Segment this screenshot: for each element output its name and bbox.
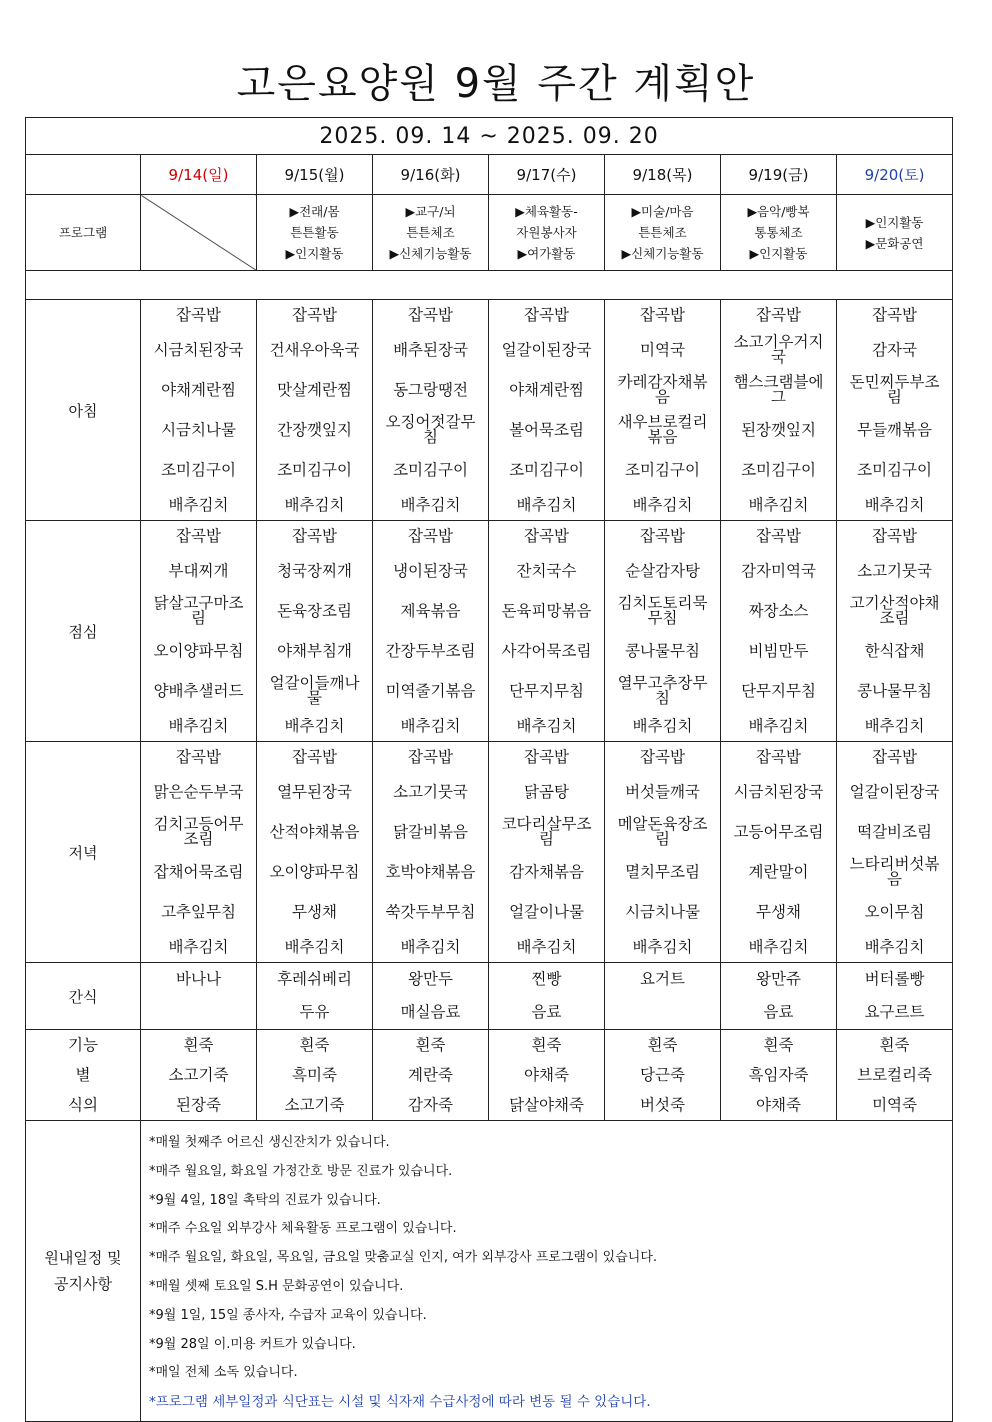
list-item: 소고기우거지국 xyxy=(733,333,824,366)
diet-list xyxy=(257,1030,372,1120)
list-item: 단무지무침 xyxy=(509,681,584,700)
menu-list xyxy=(489,521,604,741)
list-item: 찐빵 xyxy=(531,970,562,988)
program-line: ▶전래/몸 xyxy=(289,204,340,219)
list-item: 카레감자채볶음 xyxy=(617,373,708,406)
label-line: 별 xyxy=(75,1065,91,1084)
dinner-row xyxy=(26,742,953,963)
snack-list xyxy=(837,963,952,1029)
list-item: 당근죽 xyxy=(640,1065,685,1084)
list-item: 조미김구이 xyxy=(161,460,236,479)
list-item: 코다리살무조림 xyxy=(501,815,592,848)
list-item: 계란죽 xyxy=(408,1065,453,1084)
list-item: 잡곡밥 xyxy=(756,305,801,324)
menu-cell xyxy=(837,300,953,521)
diet-cell xyxy=(373,1030,489,1121)
notice-item-highlight: *프로그램 세부일정과 식단표는 시설 및 식자재 수급사정에 따라 변동 될 수 있습니다. xyxy=(149,1394,651,1411)
list-item: 잡곡밥 xyxy=(176,747,221,766)
program-line: ▶신체기능활동 xyxy=(621,246,704,261)
list-item: 배추김치 xyxy=(284,716,345,735)
list-item: 조미김구이 xyxy=(625,460,700,479)
list-item xyxy=(613,996,713,1029)
notice-item: *매주 월요일, 화요일, 목요일, 금요일 맞춤교실 인지, 여가 외부강사 프로그램이 있습니다. xyxy=(149,1250,658,1266)
list-item: 햄스크램블에그 xyxy=(733,373,824,406)
diet-list xyxy=(837,1030,952,1120)
program-line: ▶음악/빵복 xyxy=(747,204,810,219)
snack-list xyxy=(141,963,256,1029)
list-item: 김치도토리묵무침 xyxy=(617,594,708,627)
row-label-functional xyxy=(26,1030,141,1121)
menu-list xyxy=(257,521,372,741)
page-title: 고은요양원 9월 주간 계획안 xyxy=(236,61,756,107)
notice-item: *매주 월요일, 화요일 가정간호 방문 진료가 있습니다. xyxy=(149,1163,453,1179)
snack-list xyxy=(373,963,488,1029)
list-item: 볼어묵조림 xyxy=(509,420,584,439)
menu-cell xyxy=(605,521,721,742)
list-item: 야채죽 xyxy=(756,1095,801,1114)
list-item: 된장죽 xyxy=(176,1095,221,1114)
list-item: 조미김구이 xyxy=(509,460,584,479)
program-line: ▶신체기능활동 xyxy=(389,246,472,261)
menu-list xyxy=(373,521,488,741)
label-line: 식의 xyxy=(68,1095,98,1114)
list-item: 감자국 xyxy=(872,340,917,359)
list-item: 잡곡밥 xyxy=(756,747,801,766)
program-line: 튼튼체조 xyxy=(406,225,455,240)
list-item: 배추김치 xyxy=(864,716,925,735)
list-item: 흰죽 xyxy=(531,1035,562,1054)
list-item: 흰죽 xyxy=(763,1035,794,1054)
diet-list xyxy=(605,1030,720,1120)
menu-cell xyxy=(837,521,953,742)
list-item: 동그랑땡전 xyxy=(393,380,468,399)
snack-list xyxy=(721,963,836,1029)
list-item: 얼갈이나물 xyxy=(509,902,584,921)
row-label-dinner: 저녁 xyxy=(26,742,141,963)
program-line: 통통체조 xyxy=(754,225,803,240)
list-item: 배추김치 xyxy=(864,937,925,956)
menu-cell xyxy=(489,521,605,742)
notice-list xyxy=(141,1121,953,1422)
list-item: 콩나물무침 xyxy=(625,641,700,660)
list-item: 소고기죽 xyxy=(168,1065,229,1084)
list-item: 배추김치 xyxy=(400,495,461,514)
list-item: 잡채어묵조림 xyxy=(153,862,244,881)
list-item: 양배추샐러드 xyxy=(153,681,244,700)
menu-list xyxy=(837,742,952,962)
list-item: 미역국 xyxy=(640,340,685,359)
list-item: 잡곡밥 xyxy=(872,305,917,324)
snack-cell xyxy=(721,963,837,1030)
snack-cell xyxy=(373,963,489,1030)
diet-cell xyxy=(605,1030,721,1121)
diet-cell xyxy=(257,1030,373,1121)
list-item: 닭곰탕 xyxy=(524,782,569,801)
notice-item: *9월 28일 이.미용 커트가 있습니다. xyxy=(149,1336,356,1352)
list-item: 열무된장국 xyxy=(277,782,352,801)
list-item: 닭갈비볶음 xyxy=(393,822,468,841)
list-item: 매실음료 xyxy=(400,1003,461,1021)
list-item: 음료 xyxy=(531,1003,562,1021)
list-item: 흑미죽 xyxy=(292,1065,337,1084)
list-item: 부대찌개 xyxy=(168,561,229,580)
menu-cell xyxy=(141,742,257,963)
list-item: 냉이된장국 xyxy=(393,561,468,580)
program-line: ▶문화공연 xyxy=(865,235,924,251)
menu-list xyxy=(141,521,256,741)
day-header: 9/15(월) xyxy=(257,155,373,195)
list-item: 잡곡밥 xyxy=(176,526,221,545)
snack-cell xyxy=(837,963,953,1030)
list-item: 무들깨볶음 xyxy=(857,420,932,439)
list-item: 야채계란찜 xyxy=(161,380,236,399)
menu-list xyxy=(605,300,720,520)
row-label-notice xyxy=(26,1121,141,1422)
list-item: 야채죽 xyxy=(524,1065,569,1084)
snack-cell xyxy=(605,963,721,1030)
list-item: 얼갈이된장국 xyxy=(501,340,592,359)
list-item: 소고기뭇국 xyxy=(857,561,932,580)
list-item: 배추김치 xyxy=(632,937,693,956)
weekly-plan-table xyxy=(25,117,953,1422)
list-item: 배추김치 xyxy=(516,937,577,956)
program-line: ▶인지활동 xyxy=(285,246,344,261)
list-item: 계란말이 xyxy=(748,862,809,881)
list-item: 소고기죽 xyxy=(284,1095,345,1114)
spacer-cell xyxy=(26,271,953,300)
list-item: 브로컬리죽 xyxy=(857,1065,932,1084)
menu-cell xyxy=(721,742,837,963)
program-cell xyxy=(721,195,837,271)
menu-list xyxy=(605,521,720,741)
list-item: 요거트 xyxy=(640,970,685,988)
menu-cell xyxy=(373,300,489,521)
menu-list xyxy=(373,742,488,962)
list-item: 야채계란찜 xyxy=(509,380,584,399)
list-item: 배추김치 xyxy=(748,716,809,735)
menu-cell xyxy=(605,300,721,521)
snack-list xyxy=(489,963,604,1029)
list-item: 맛살계란찜 xyxy=(277,380,352,399)
menu-cell xyxy=(257,521,373,742)
menu-cell xyxy=(373,521,489,742)
list-item: 조미김구이 xyxy=(393,460,468,479)
snack-cell xyxy=(257,963,373,1030)
notice-item: *매월 첫째주 어르신 생신잔치가 있습니다. xyxy=(149,1135,390,1150)
functional-diet-row xyxy=(26,1030,953,1121)
list-item: 요구르트 xyxy=(864,1003,925,1021)
list-item: 배추김치 xyxy=(864,495,925,514)
list-item: 흑임자죽 xyxy=(748,1065,809,1084)
list-item: 왕만두 xyxy=(408,970,453,988)
program-cell xyxy=(257,195,373,271)
list-item: 잡곡밥 xyxy=(408,526,453,545)
list-item: 돈육장조림 xyxy=(277,601,352,620)
list-item: 무생채 xyxy=(292,902,337,921)
list-item: 후레쉬베리 xyxy=(277,970,352,988)
menu-list xyxy=(721,521,836,741)
list-item: 열무고추장무침 xyxy=(617,674,708,707)
list-item: 시금치된장국 xyxy=(153,340,244,359)
menu-cell xyxy=(605,742,721,963)
menu-list xyxy=(141,300,256,520)
list-item: 흰죽 xyxy=(879,1035,910,1054)
list-item: 배추김치 xyxy=(168,716,229,735)
day-header: 9/18(목) xyxy=(605,155,721,195)
notice-row xyxy=(26,1121,953,1422)
list-item: 배추김치 xyxy=(748,495,809,514)
menu-list xyxy=(489,300,604,520)
list-item: 잡곡밥 xyxy=(524,747,569,766)
menu-cell xyxy=(257,742,373,963)
program-line: ▶미술/마음 xyxy=(631,204,694,219)
spacer-row xyxy=(26,271,953,300)
row-label-snack: 간식 xyxy=(26,963,141,1030)
list-item: 새우브로컬리볶음 xyxy=(617,413,708,446)
menu-cell xyxy=(721,521,837,742)
program-cell xyxy=(373,195,489,271)
list-item: 배추된장국 xyxy=(393,340,468,359)
list-item: 단무지무침 xyxy=(741,681,816,700)
program-cell-empty xyxy=(141,195,257,271)
notice-item: *9월 4일, 18일 촉탁의 진료가 있습니다. xyxy=(149,1192,381,1208)
list-item: 야채부침개 xyxy=(277,641,352,660)
menu-cell xyxy=(489,742,605,963)
diet-list xyxy=(141,1030,256,1120)
day-header: 9/14(일) xyxy=(141,155,257,195)
list-item: 무생채 xyxy=(756,902,801,921)
list-item: 버터롤빵 xyxy=(864,970,925,988)
program-line: ▶교구/뇌 xyxy=(405,204,456,219)
day-header: 9/17(수) xyxy=(489,155,605,195)
list-item: 시금치나물 xyxy=(161,420,236,439)
list-item: 건새우아욱국 xyxy=(269,340,360,359)
list-item: 잡곡밥 xyxy=(524,305,569,324)
list-item: 오징어젓갈무침 xyxy=(385,413,476,446)
menu-list xyxy=(257,300,372,520)
list-item: 맑은순두부국 xyxy=(153,782,244,801)
breakfast-row xyxy=(26,300,953,521)
list-item: 잡곡밥 xyxy=(524,526,569,545)
list-item: 바나나 xyxy=(176,970,221,988)
list-item: 음료 xyxy=(763,1003,794,1021)
list-item: 잡곡밥 xyxy=(292,305,337,324)
menu-cell xyxy=(373,742,489,963)
program-line: ▶인지활동 xyxy=(749,246,808,261)
menu-list xyxy=(721,742,836,962)
menu-list xyxy=(605,742,720,962)
program-cell xyxy=(489,195,605,271)
day-header-row xyxy=(26,155,953,195)
list-item: 잡곡밥 xyxy=(640,305,685,324)
diet-cell xyxy=(721,1030,837,1121)
day-header: 9/19(금) xyxy=(721,155,837,195)
list-item: 오이무침 xyxy=(864,902,925,921)
list-item: 잡곡밥 xyxy=(756,526,801,545)
program-cell xyxy=(605,195,721,271)
list-item: 잡곡밥 xyxy=(872,747,917,766)
menu-list xyxy=(837,521,952,741)
notice-item: *매일 전체 소독 있습니다. xyxy=(149,1365,298,1381)
date-range: 2025. 09. 14 ~ 2025. 09. 20 xyxy=(26,118,953,155)
row-label-program: 프로그램 xyxy=(26,195,141,271)
list-item: 제육볶음 xyxy=(400,601,461,620)
list-item: 간장두부조림 xyxy=(385,641,476,660)
list-item: 흰죽 xyxy=(415,1035,446,1054)
list-item: 오이양파무침 xyxy=(269,862,360,881)
list-item: 조미김구이 xyxy=(741,460,816,479)
list-item: 간장깻잎지 xyxy=(277,420,352,439)
list-item: 짜장소스 xyxy=(748,601,809,620)
list-item: 잡곡밥 xyxy=(640,526,685,545)
menu-list xyxy=(837,300,952,520)
list-item: 배추김치 xyxy=(168,495,229,514)
list-item: 잡곡밥 xyxy=(292,526,337,545)
list-item: 감자죽 xyxy=(408,1095,453,1114)
notice-item: *매월 셋째 토요일 S.H 문화공연이 있습니다. xyxy=(149,1278,404,1294)
list-item: 흰죽 xyxy=(647,1035,678,1054)
menu-list xyxy=(141,742,256,962)
list-item: 산적야채볶음 xyxy=(269,822,360,841)
list-item: 배추김치 xyxy=(284,937,345,956)
list-item: 얼갈이들깨나물 xyxy=(269,674,360,707)
list-item: 잔치국수 xyxy=(516,561,577,580)
list-item: 얼갈이된장국 xyxy=(849,782,940,801)
list-item: 흰죽 xyxy=(183,1035,214,1054)
snack-list xyxy=(257,963,372,1029)
list-item: 미역줄기볶음 xyxy=(385,681,476,700)
list-item: 잡곡밥 xyxy=(292,747,337,766)
program-line: ▶여가활동 xyxy=(517,246,576,261)
list-item: 시금치나물 xyxy=(625,902,700,921)
list-item: 시금치된장국 xyxy=(733,782,824,801)
list-item: 왕만쥬 xyxy=(756,970,801,988)
list-item: 배추김치 xyxy=(400,716,461,735)
list-item: 조미김구이 xyxy=(277,460,352,479)
notice-item: *9월 1일, 15일 종사자, 수급자 교육이 있습니다. xyxy=(149,1307,427,1323)
program-line: 튼튼체조 xyxy=(638,225,687,240)
list-item: 잡곡밥 xyxy=(640,747,685,766)
list-item: 배추김치 xyxy=(516,716,577,735)
program-row xyxy=(26,195,953,271)
program-line: ▶인지활동 xyxy=(865,214,924,230)
list-item: 소고기뭇국 xyxy=(393,782,468,801)
list-item: 잡곡밥 xyxy=(408,747,453,766)
corner-cell xyxy=(26,155,141,195)
list-item: 된장깻잎지 xyxy=(741,420,816,439)
menu-cell xyxy=(837,742,953,963)
day-header: 9/20(토) xyxy=(837,155,953,195)
program-line: 자원봉사자 xyxy=(516,225,577,240)
diet-list xyxy=(721,1030,836,1120)
menu-cell xyxy=(721,300,837,521)
menu-cell xyxy=(489,300,605,521)
menu-cell xyxy=(257,300,373,521)
diet-list xyxy=(373,1030,488,1120)
list-item: 배추김치 xyxy=(632,716,693,735)
list-item: 잡곡밥 xyxy=(872,526,917,545)
list-item: 배추김치 xyxy=(400,937,461,956)
diet-list xyxy=(489,1030,604,1120)
list-item: 한식잡채 xyxy=(864,641,925,660)
snack-row xyxy=(26,963,953,1030)
list-item: 배추김치 xyxy=(632,495,693,514)
list-item: 닭살고구마조림 xyxy=(153,594,244,627)
program-line: ▶체육활동- xyxy=(515,204,578,219)
diet-cell xyxy=(141,1030,257,1121)
list-item: 돈민찌두부조림 xyxy=(849,373,940,406)
menu-cell xyxy=(141,300,257,521)
list-item: 호박야채볶음 xyxy=(385,862,476,881)
list-item: 메알돈육장조림 xyxy=(617,815,708,848)
day-header: 9/16(화) xyxy=(373,155,489,195)
label-line: 기능 xyxy=(68,1035,98,1054)
row-label-lunch: 점심 xyxy=(26,521,141,742)
list-item: 흰죽 xyxy=(299,1035,330,1054)
list-item: 배추김치 xyxy=(748,937,809,956)
list-item: 순살감자탕 xyxy=(625,561,700,580)
snack-cell xyxy=(489,963,605,1030)
diet-cell xyxy=(837,1030,953,1121)
list-item: 쑥갓두부무침 xyxy=(385,902,476,921)
list-item: 잡곡밥 xyxy=(408,305,453,324)
list-item: 미역죽 xyxy=(872,1095,917,1114)
list-item: 멸치무조림 xyxy=(625,862,700,881)
row-label-breakfast: 아침 xyxy=(26,300,141,521)
menu-list xyxy=(721,300,836,520)
menu-list xyxy=(489,742,604,962)
menu-list xyxy=(257,742,372,962)
list-item: 고등어무조림 xyxy=(733,822,824,841)
list-item: 고추잎무침 xyxy=(161,902,236,921)
list-item: 두유 xyxy=(299,1003,330,1021)
lunch-row xyxy=(26,521,953,742)
list-item: 배추김치 xyxy=(284,495,345,514)
list-item: 느타리버섯볶음 xyxy=(849,855,940,888)
list-item: 닭살야채죽 xyxy=(509,1095,584,1114)
notice-item: *매주 수요일 외부강사 체육활동 프로그램이 있습니다. xyxy=(149,1221,457,1237)
list-item: 배추김치 xyxy=(516,495,577,514)
label-line: 공지사항 xyxy=(54,1274,112,1293)
list-item: 청국장찌개 xyxy=(277,561,352,580)
menu-cell xyxy=(141,521,257,742)
list-item: 콩나물무침 xyxy=(857,681,932,700)
list-item: 버섯죽 xyxy=(640,1095,685,1114)
list-item: 김치고등어무조림 xyxy=(153,815,244,848)
list-item: 고기산적야채조림 xyxy=(849,594,940,627)
list-item: 감자미역국 xyxy=(741,561,816,580)
list-item: 비빔만두 xyxy=(748,641,809,660)
list-item: 조미김구이 xyxy=(857,460,932,479)
list-item: 감자채볶음 xyxy=(509,862,584,881)
list-item xyxy=(149,996,249,1029)
snack-list xyxy=(605,963,720,1029)
list-item: 오이양파무침 xyxy=(153,641,244,660)
list-item: 잡곡밥 xyxy=(176,305,221,324)
list-item: 돈육피망볶음 xyxy=(501,601,592,620)
list-item: 배추김치 xyxy=(168,937,229,956)
list-item: 버섯들깨국 xyxy=(625,782,700,801)
diet-cell xyxy=(489,1030,605,1121)
program-line: 튼튼활동 xyxy=(290,225,339,240)
list-item: 사각어묵조림 xyxy=(501,641,592,660)
label-line: 원내일정 및 xyxy=(44,1248,122,1267)
menu-list xyxy=(373,300,488,520)
program-cell xyxy=(837,195,953,271)
snack-cell xyxy=(141,963,257,1030)
list-item: 떡갈비조림 xyxy=(857,822,932,841)
